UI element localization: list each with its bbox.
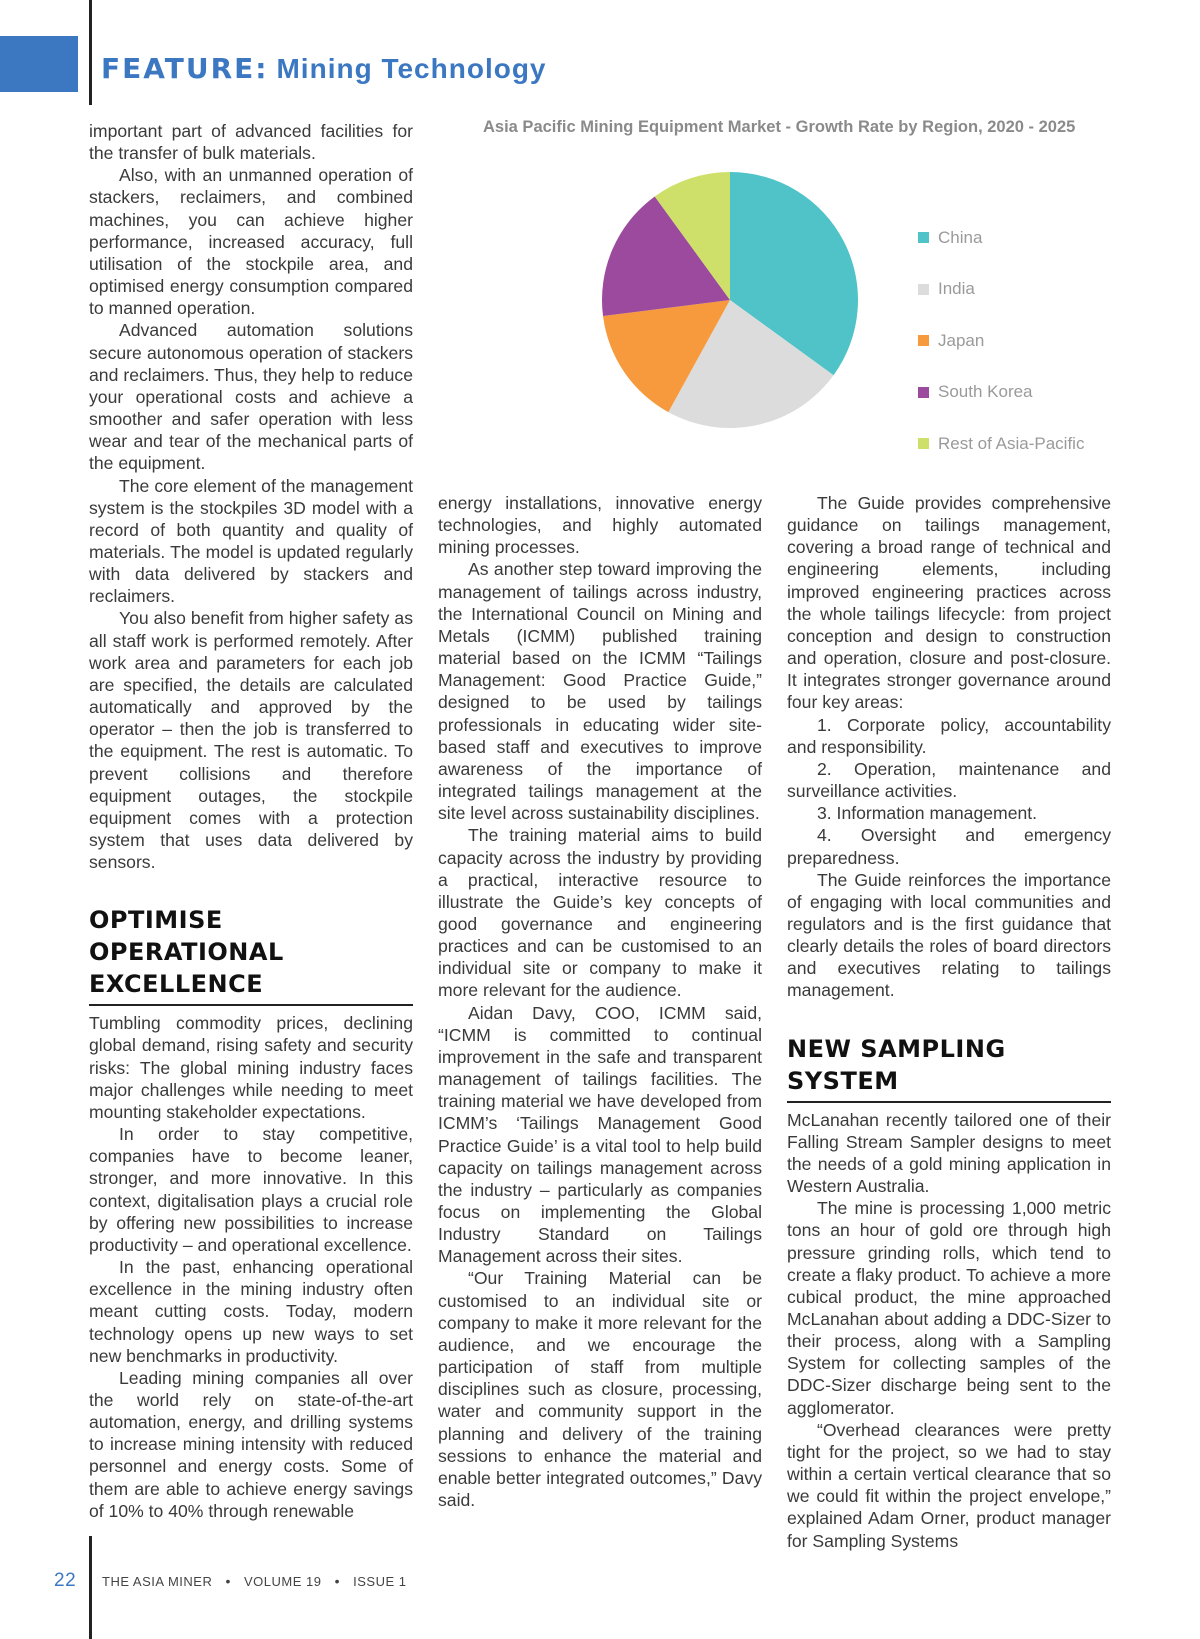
chart-legend xyxy=(918,212,1084,470)
legend-swatch xyxy=(918,232,929,243)
article-column-3 xyxy=(787,492,1111,1552)
article-column-2 xyxy=(438,492,762,1511)
publication-name: THE ASIA MINER xyxy=(102,1574,213,1589)
list-item: 4. Oversight and emergency preparedness. xyxy=(787,825,1111,868)
header-color-tab xyxy=(0,36,78,92)
legend-swatch xyxy=(918,335,929,346)
paragraph: The core element of the management system is the stockpiles 3D model with a record of both quantity and quality of materials. The model is updated regularly with data delivered by stackers and reclaimers. xyxy=(89,475,413,607)
legend-label: South Korea xyxy=(938,382,1033,402)
chart-title: Asia Pacific Mining Equipment Market - Growth Rate by Region, 2020 - 2025 xyxy=(483,118,1076,136)
article-column-1 xyxy=(89,120,413,1522)
legend-item xyxy=(918,367,1084,419)
list-item: 1. Corporate policy, accountability and responsibility. xyxy=(787,714,1111,757)
paragraph: The mine is processing 1,000 metric tons an hour of gold ore through high pressure grinding rolls, which tend to create a flaky product. To achieve a more cubical product, the mine approached McLanahan about adding a DDC-Sizer to their process, along with a Sampling System for collecting samples of the DDC-Sizer discharge being sent to the agglomerator. xyxy=(787,1198,1111,1418)
subhead-optimise: OPTIMISE OPERATIONAL EXCELLENCE xyxy=(89,904,413,1006)
paragraph: In order to stay competitive, companies have to become leaner, stronger, and more innovative. In this context, digitalisation plays a crucial role by offering new possibilities to increase productivity – and operational excellence. xyxy=(89,1124,413,1255)
paragraph: As another step toward improving the management of tailings across industry, the International Council on Mining and Metals (ICMM) published training material based on the ICMM “Tailings Management: Good Practice Guide,” designed to be used by tailings professionals in educating wider site-based staff and executives to improve awareness of the importance of integrated tailings management at the site level across sustainability disciplines. xyxy=(438,559,762,824)
paragraph: “Our Training Material can be customised to an individual site or company to make it more relevant for the audience, and we encourage the participation of staff from multiple disciplines such as closure, processing, water and community support in the planning and delivery of the training sessions to enhance the material and enable better integrated outcomes,” Davy said. xyxy=(438,1268,762,1511)
legend-swatch xyxy=(918,284,929,295)
footer-bullet: • xyxy=(334,1573,341,1589)
paragraph: Also, with an unmanned operation of stackers, reclaimers, and combined machines, you can achieve higher performance, increased accuracy, full utilisation of the stockpile area, and optimised energy consumption compared to manned operation. xyxy=(89,165,413,319)
legend-swatch xyxy=(918,387,929,398)
page-header xyxy=(101,52,547,85)
paragraph: energy installations, innovative energy technologies, and highly automated mining processes. xyxy=(438,493,762,558)
legend-item xyxy=(918,212,1084,264)
pie-chart xyxy=(600,170,860,430)
paragraph: The Guide provides comprehensive guidance on tailings management, covering a broad range of technical and engineering elements, including improved engineering practices across the whole tailings lifecycle: from project conception and design to construction and operation, closure and post-closure. It integrates stronger governance around four key areas: xyxy=(787,493,1111,713)
subhead-sampling: NEW SAMPLING SYSTEM xyxy=(787,1033,1111,1103)
paragraph: “Overhead clearances were pretty tight for the project, so we had to stay within a certain vertical clearance that so we could fit within the project envelope,” explained Adam Orner, product manager for Sampling Systems xyxy=(787,1419,1111,1551)
issue-label: ISSUE 1 xyxy=(353,1574,407,1589)
page-footer xyxy=(54,1570,407,1592)
section-title: Mining Technology xyxy=(276,53,547,84)
paragraph: In the past, enhancing operational excellence in the mining industry often meant cutting costs. Today, modern technology opens up new ways to set new benchmarks in productivity. xyxy=(89,1257,413,1366)
paragraph: The training material aims to build capacity across the industry by providing a practical, interactive resource to illustrate the Guide’s key concepts of good governance and engineering practices and can be customised to an individual site or company to make it more relevant for the audience. xyxy=(438,825,762,1001)
legend-label: China xyxy=(938,227,983,247)
header-rule xyxy=(89,0,92,105)
page-number: 22 xyxy=(54,1570,77,1591)
list-item: 3. Information management. xyxy=(817,803,1038,824)
legend-label: India xyxy=(938,279,975,299)
paragraph: Advanced automation solutions secure autonomous operation of stackers and reclaimers. Thus, they help to reduce your operational costs and achieve a smoother and safer operation with less wear and tear of the mechanical parts of the equipment. xyxy=(89,320,413,474)
volume-label: VOLUME 19 xyxy=(244,1574,322,1589)
paragraph: Leading mining companies all over the world rely on state-of-the-art automation, energy, and drilling systems to increase mining intensity with reduced personnel and energy costs. Some of them are able to achieve energy savings of 10% to 40% through renewable xyxy=(89,1367,413,1521)
feature-label: FEATURE: xyxy=(101,52,269,85)
footer-bullet: • xyxy=(225,1573,231,1589)
paragraph: You also benefit from higher safety as all staff work is performed remotely. After work area and parameters for each job are specified, the details are calculated automatically and approved by the operator – then the job is transferred to the equipment. The rest is automatic. To prevent collisions and therefore equipment outages, the stockpile equipment comes with a protection system that uses data delivered by sensors. xyxy=(89,608,413,873)
legend-label: Rest of Asia-Pacific xyxy=(938,433,1085,453)
paragraph: important part of advanced facilities for the transfer of bulk materials. xyxy=(89,121,413,164)
paragraph: Tumbling commodity prices, declining global demand, rising safety and security risks: The global mining industry faces major challenges while needing to meet mounting stakeholder expectations. xyxy=(89,1013,413,1122)
legend-label: Japan xyxy=(938,330,985,350)
legend-item xyxy=(918,264,1084,316)
legend-item xyxy=(918,315,1084,367)
legend-item xyxy=(918,418,1084,470)
paragraph: Aidan Davy, COO, ICMM said, “ICMM is committed to continual improvement in the safe and transparent management of tailings facilities. The training material we have developed from ICMM’s ‘Tailings Management Good Practice Guide’ is a vital tool to help build capacity on tailings management across the industry – particularly as companies focus on implementing the Global Industry Standard on Tailings Management across their sites. xyxy=(438,1002,762,1267)
list-item: 2. Operation, maintenance and surveillance activities. xyxy=(787,758,1111,802)
paragraph: McLanahan recently tailored one of their Falling Stream Sampler designs to meet the needs of a gold mining application in Western Australia. xyxy=(787,1109,1111,1197)
paragraph: The Guide reinforces the importance of engaging with local communities and regulators and is the first guidance that clearly details the roles of board directors and executives relating to tailings management. xyxy=(787,869,1111,1001)
legend-swatch xyxy=(918,438,929,449)
